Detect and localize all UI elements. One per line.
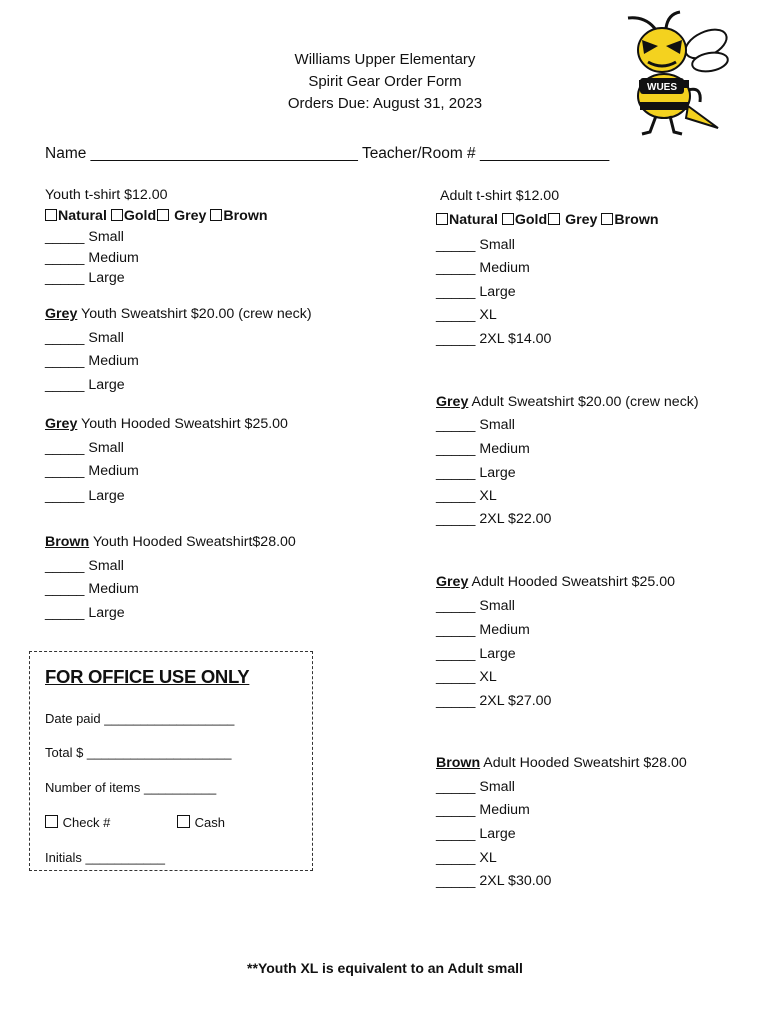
gold-checkbox[interactable] — [502, 213, 514, 225]
gold-checkbox[interactable] — [111, 209, 123, 221]
color-label: Grey — [436, 574, 469, 590]
color-label: Brown — [614, 212, 659, 228]
grey-checkbox[interactable] — [548, 213, 560, 225]
youth-brown-hooded-title — [45, 533, 296, 551]
color-label: Grey — [436, 394, 469, 410]
yellow-jacket-mascot-icon — [618, 10, 736, 138]
color-label: Brown — [45, 534, 90, 550]
office-use-title: FOR OFFICE USE ONLY — [45, 666, 250, 687]
check-option[interactable] — [45, 815, 110, 830]
adult-grey-hooded-size[interactable]: _____ Medium — [436, 622, 530, 638]
item-title: Youth Hooded Sweatshirt $25.00 — [77, 416, 288, 432]
youth-tshirt-colors — [45, 207, 268, 225]
adult-brown-hooded-title — [436, 754, 687, 772]
school-name: Williams Upper Elementary — [294, 51, 476, 68]
adult-tshirt-title: Adult t-shirt $12.00 — [440, 188, 560, 204]
adult-sweatshirt-size[interactable]: _____ XL — [436, 488, 497, 504]
date-paid-field[interactable]: Date paid __________________ — [45, 711, 235, 726]
due-date: Orders Due: August 31, 2023 — [287, 95, 483, 112]
name-label: Name — [45, 145, 87, 162]
adult-sweatshirt-size[interactable]: _____ Large — [436, 465, 516, 481]
youth-grey-hooded-size[interactable]: _____ Medium — [45, 463, 139, 479]
initials-field[interactable]: Initials ___________ — [45, 850, 165, 865]
check-checkbox[interactable] — [45, 815, 58, 828]
youth-tshirt-size[interactable]: _____ Medium — [45, 250, 139, 266]
adult-sweatshirt-title — [436, 393, 699, 411]
youth-tshirt-title: Youth t-shirt $12.00 — [45, 187, 168, 203]
youth-sweatshirt-title — [45, 305, 312, 323]
form-title: Spirit Gear Order Form — [308, 73, 462, 90]
footer-note: **Youth XL is equivalent to an Adult small — [247, 960, 523, 976]
color-label: Brown — [223, 208, 268, 224]
item-title: Youth Hooded Sweatshirt$28.00 — [89, 534, 296, 550]
youth-grey-hooded-title — [45, 415, 288, 433]
youth-tshirt-size[interactable]: _____ Small — [45, 229, 124, 245]
youth-grey-hooded-size[interactable]: _____ Large — [45, 488, 125, 504]
color-label: Gold — [514, 212, 548, 228]
adult-tshirt-size[interactable]: _____ Medium — [436, 260, 530, 276]
color-label: Brown — [436, 755, 481, 771]
adult-grey-hooded-size[interactable]: _____ 2XL $27.00 — [436, 693, 552, 709]
adult-grey-hooded-size[interactable]: _____ Large — [436, 646, 516, 662]
adult-tshirt-colors — [436, 211, 659, 229]
color-label: Grey — [45, 416, 78, 432]
color-label: Natural — [58, 208, 107, 224]
adult-brown-hooded-size[interactable]: _____ 2XL $30.00 — [436, 873, 552, 889]
item-title: Adult Hooded Sweatshirt $28.00 — [480, 755, 687, 771]
natural-checkbox[interactable] — [45, 209, 57, 221]
brown-checkbox[interactable] — [210, 209, 222, 221]
youth-brown-hooded-size[interactable]: _____ Large — [45, 605, 125, 621]
cash-checkbox[interactable] — [177, 815, 190, 828]
color-label: Gold — [123, 208, 157, 224]
youth-sweatshirt-size[interactable]: _____ Small — [45, 330, 124, 346]
youth-sweatshirt-size[interactable]: _____ Medium — [45, 353, 139, 369]
number-of-items-field[interactable]: Number of items __________ — [45, 780, 217, 795]
natural-checkbox[interactable] — [436, 213, 448, 225]
adult-brown-hooded-size[interactable]: _____ Small — [436, 779, 515, 795]
adult-tshirt-size[interactable]: _____ Large — [436, 284, 516, 300]
check-label: Check # — [62, 815, 111, 830]
adult-sweatshirt-size[interactable]: _____ Medium — [436, 441, 530, 457]
adult-brown-hooded-size[interactable]: _____ Medium — [436, 802, 530, 818]
item-title: Youth Sweatshirt $20.00 (crew neck) — [77, 306, 312, 322]
item-title: Adult Hooded Sweatshirt $25.00 — [468, 574, 675, 590]
adult-grey-hooded-title — [436, 573, 675, 591]
adult-tshirt-size[interactable]: _____ XL — [436, 307, 497, 323]
adult-brown-hooded-size[interactable]: _____ XL — [436, 850, 497, 866]
item-title: Adult Sweatshirt $20.00 (crew neck) — [468, 394, 699, 410]
total-field[interactable]: Total $ ____________________ — [45, 745, 232, 760]
brown-checkbox[interactable] — [601, 213, 613, 225]
youth-brown-hooded-size[interactable]: _____ Medium — [45, 581, 139, 597]
name-teacher-line — [45, 145, 609, 163]
cash-option[interactable] — [177, 815, 225, 830]
color-label: Grey — [45, 306, 78, 322]
adult-brown-hooded-size[interactable]: _____ Large — [436, 826, 516, 842]
youth-brown-hooded-size[interactable]: _____ Small — [45, 558, 124, 574]
youth-sweatshirt-size[interactable]: _____ Large — [45, 377, 125, 393]
color-label: Grey — [174, 208, 207, 224]
color-label: Natural — [449, 212, 498, 228]
color-label: Grey — [565, 212, 598, 228]
adult-sweatshirt-size[interactable]: _____ Small — [436, 417, 515, 433]
mascot-badge-text: WUES — [647, 82, 677, 93]
adult-sweatshirt-size[interactable]: _____ 2XL $22.00 — [436, 511, 552, 527]
youth-grey-hooded-size[interactable]: _____ Small — [45, 440, 124, 456]
teacher-room-label: Teacher/Room # — [361, 145, 476, 162]
adult-tshirt-size[interactable]: _____ Small — [436, 237, 515, 253]
youth-tshirt-size[interactable]: _____ Large — [45, 270, 125, 286]
name-field[interactable]: _______________________________ — [90, 145, 358, 162]
adult-tshirt-size[interactable]: _____ 2XL $14.00 — [436, 331, 552, 347]
grey-checkbox[interactable] — [157, 209, 169, 221]
adult-grey-hooded-size[interactable]: _____ XL — [436, 669, 497, 685]
cash-label: Cash — [194, 815, 225, 830]
teacher-room-field[interactable]: _______________ — [479, 145, 610, 162]
adult-grey-hooded-size[interactable]: _____ Small — [436, 598, 515, 614]
